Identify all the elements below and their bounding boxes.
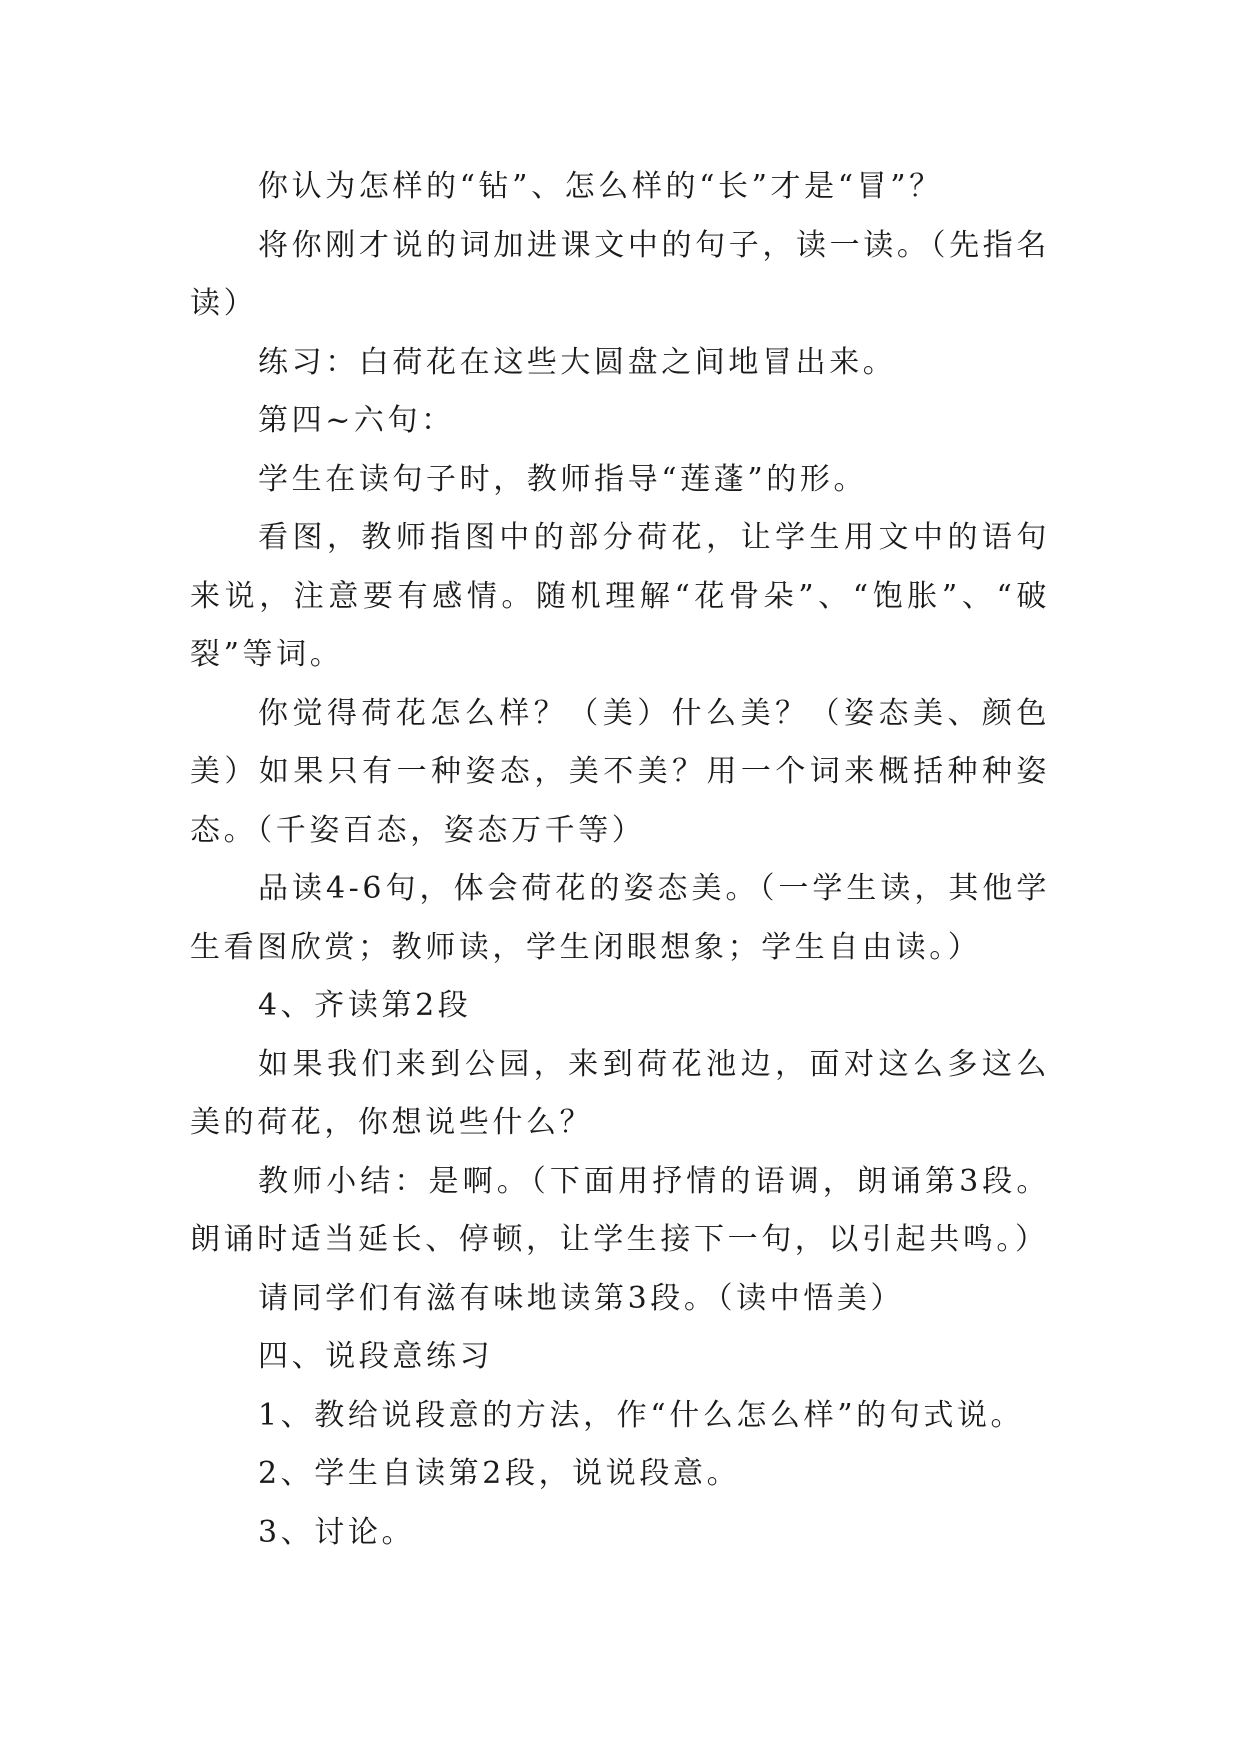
paragraph: 请同学们有滋有味地读第3段。（读中悟美）: [258, 1280, 905, 1316]
paragraph: 2、学生自读第2段，说说段意。: [258, 1456, 741, 1491]
paragraph: 1、教给说段意的方法，作“什么怎么样”的句式说。: [258, 1397, 1025, 1433]
paragraph: 品读4-6句，体会荷花的姿态美。（一学生读，其他学生看图欣赏；教师读，学生闭眼想象；学生自由读。）: [190, 871, 1050, 965]
paragraph: 学生在读句子时，教师指导“莲蓬”的形。: [258, 461, 868, 497]
paragraph: 你认为怎样的“钻”、怎么样的“长”才是“冒”？: [258, 169, 943, 204]
paragraph: 如果我们来到公园，来到荷花池边，面对这么多这么美的荷花，你想说些什么？: [190, 1046, 1050, 1140]
section-heading: 四、说段意练习: [258, 1339, 494, 1374]
document-body: [190, 158, 1050, 1562]
paragraph: 看图，教师指图中的部分荷花，让学生用文中的语句来说，注意要有感情。随机理解“花骨朵”、“饱胀”、“破裂”等词。: [190, 520, 1050, 672]
paragraph: 4、齐读第2段: [258, 988, 472, 1023]
paragraph: 第四~六句：: [258, 403, 455, 438]
paragraph: 将你刚才说的词加进课文中的句子，读一读。（先指名读）: [190, 227, 1050, 321]
paragraph: 教师小结：是啊。（下面用抒情的语调，朗诵第3段。朗诵时适当延长、停顿，让学生接下一句，以引起共鸣。）: [190, 1163, 1050, 1257]
paragraph: 3、讨论。: [258, 1514, 416, 1550]
paragraph: 你觉得荷花怎么样？（美）什么美？（姿态美、颜色美）如果只有一种姿态，美不美？用一个词来概括种种姿态。（千姿百态，姿态万千等）: [190, 695, 1050, 848]
paragraph: 练习：白荷花在这些大圆盘之间地冒出来。: [258, 344, 897, 380]
